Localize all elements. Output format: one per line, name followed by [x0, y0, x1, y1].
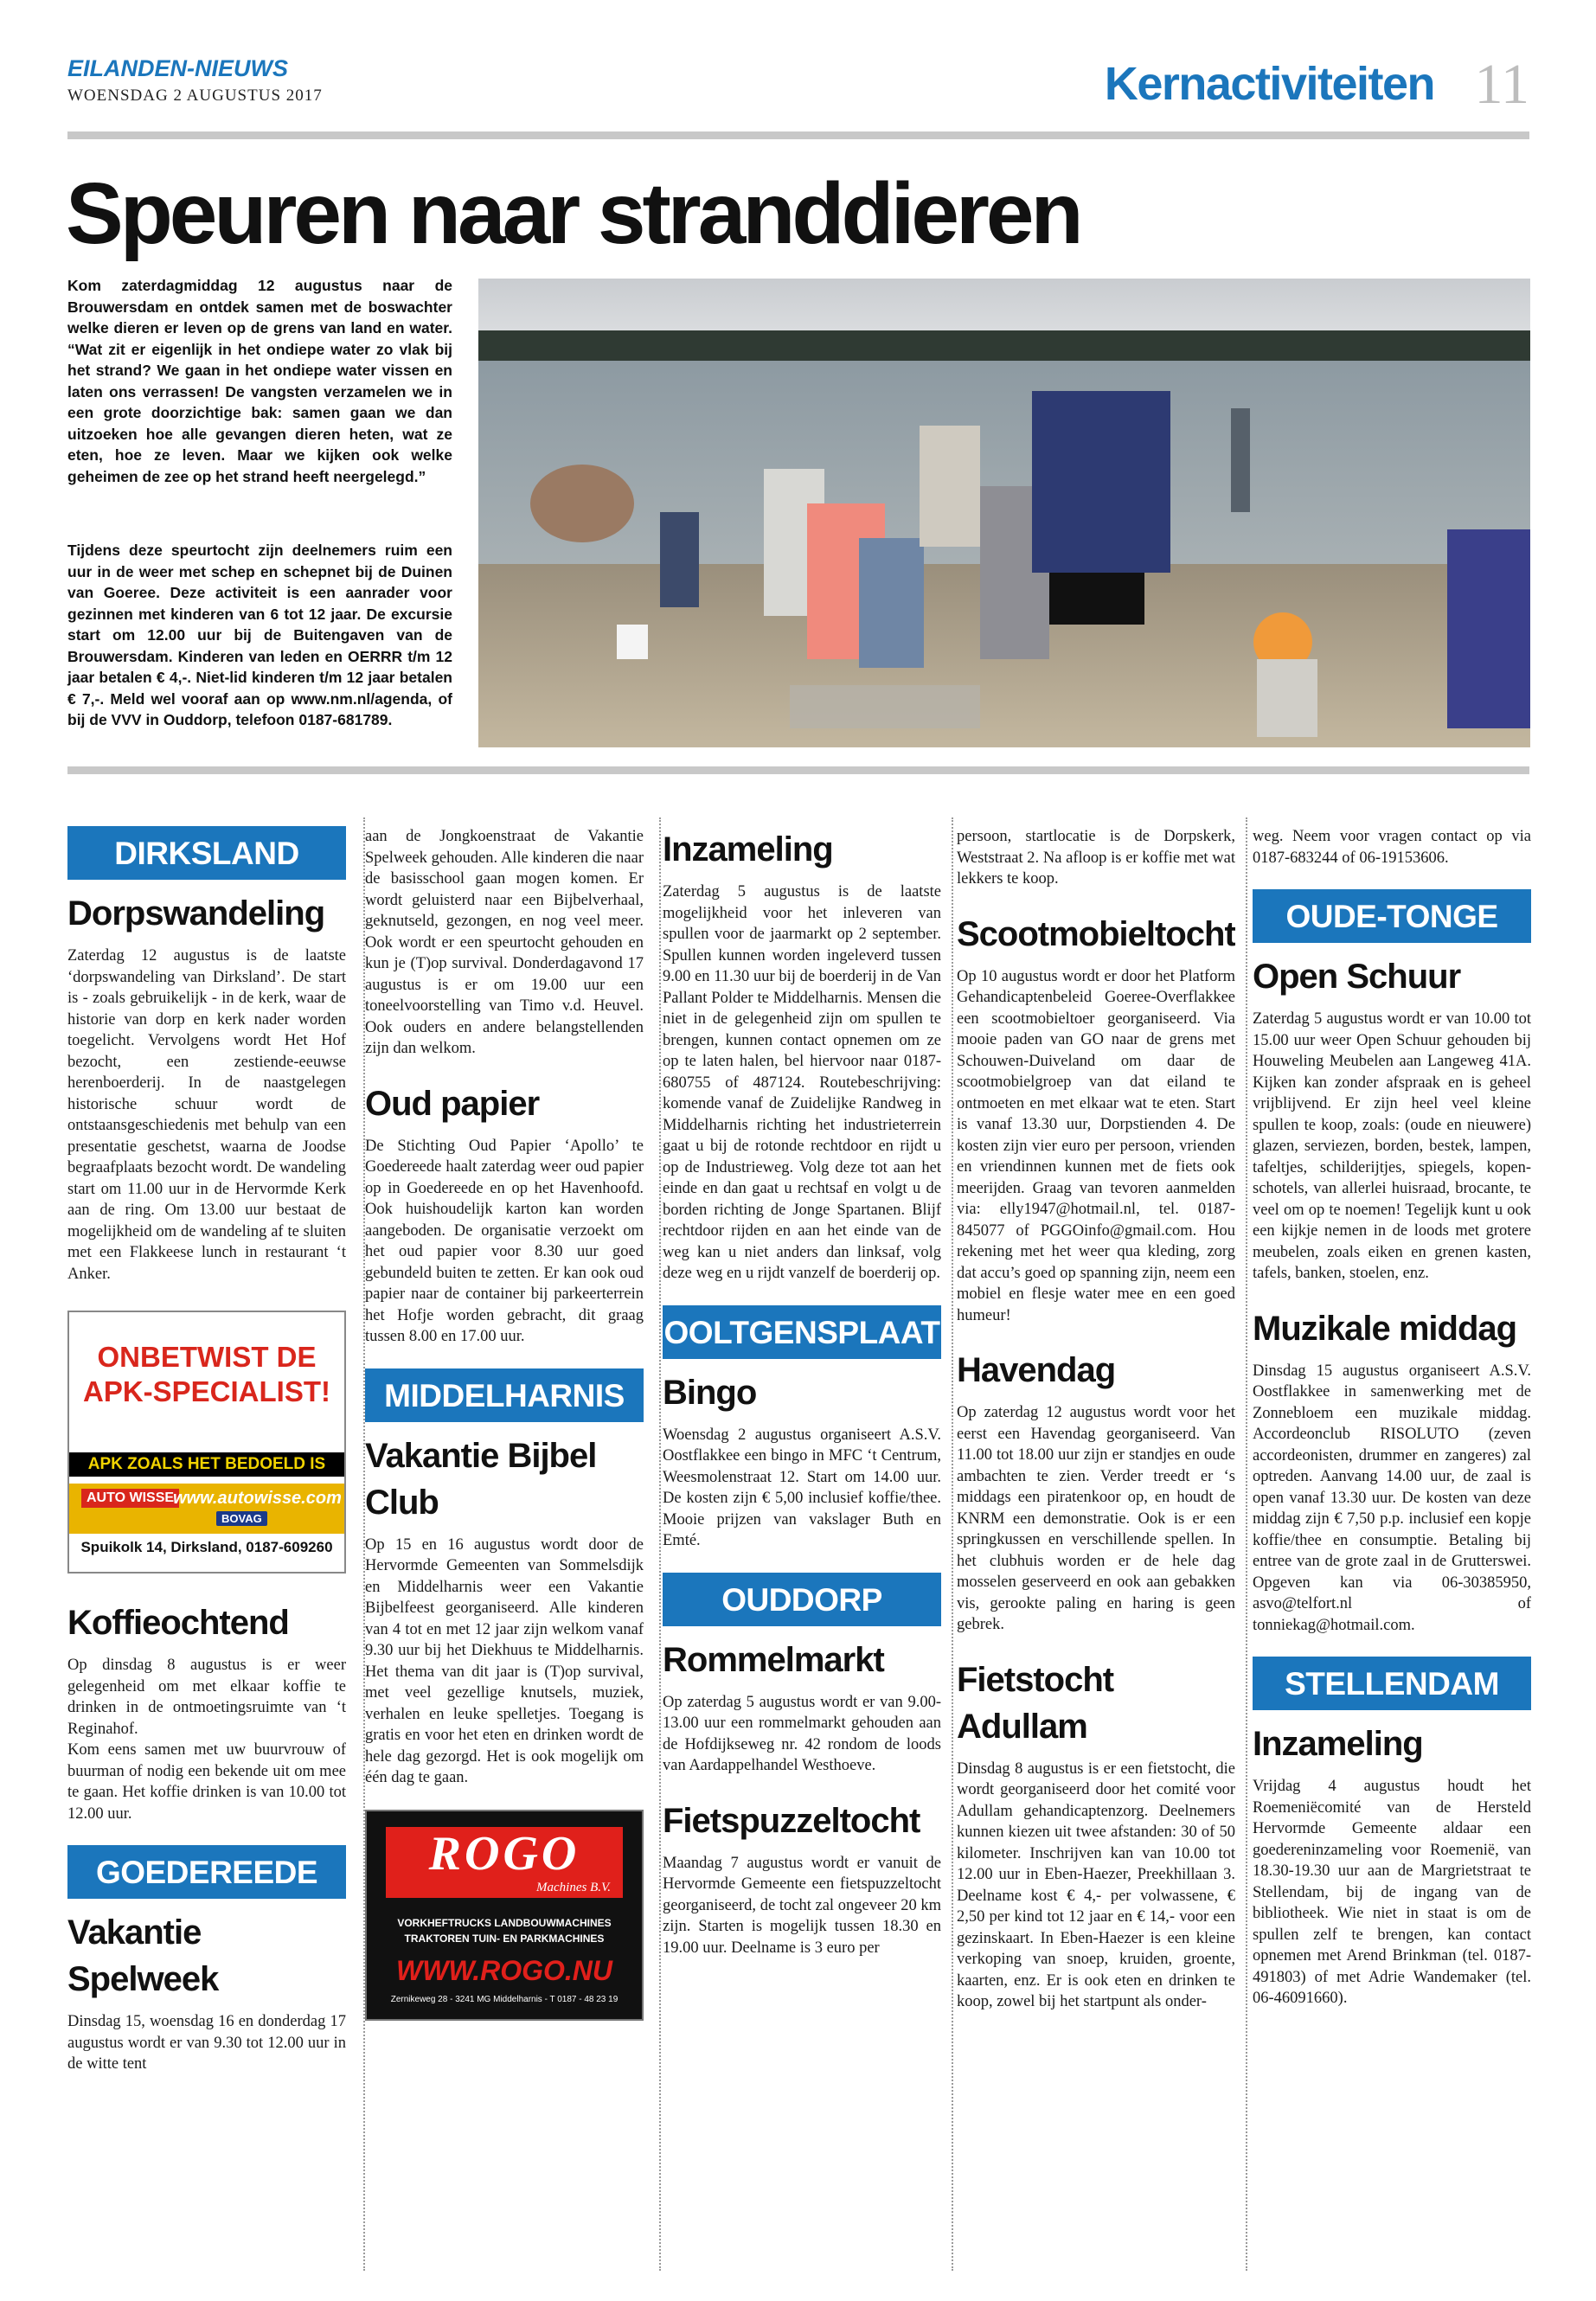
article-title: Vakantie Bijbel Club	[365, 1436, 597, 1522]
rogo-ad-address: Zernikeweg 28 - 3241 MG Middelharnis - T 0187 - 48 23 19	[390, 1994, 619, 2004]
column-5	[1253, 826, 1531, 2266]
apk-ad-url: www.autowisse.com	[173, 1489, 342, 1508]
column-1	[67, 826, 346, 2266]
beach-photo	[478, 279, 1530, 747]
apk-ad-address: Spuikolk 14, Dirksland, 0187-609260	[80, 1539, 333, 1555]
article-title: Koffieochtend	[67, 1604, 289, 1642]
apk-ad-headline	[69, 1340, 344, 1409]
location-tag-goedereede: GOEDEREEDE	[67, 1845, 346, 1899]
article-title: Scootmobieltocht	[957, 914, 1235, 953]
section-title: Kernactiviteiten	[1104, 58, 1434, 110]
rogo-logo-text: ROGO	[428, 1826, 580, 1881]
article-body: Kom eens samen met uw buurvrouw of buurman of nodig een bekende uit om mee te gaan. Het koffie drinken is van 10.00 tot 12.00 uur.	[67, 1741, 346, 1823]
article-title: Fietstocht Adullam	[957, 1660, 1114, 1746]
newspaper-logo: EILANDEN-NIEUWS	[67, 55, 288, 81]
rogo-logo	[386, 1827, 623, 1898]
article-body: Vrijdag 4 augustus houdt het Roemeniëcomité van de Hersteld Hervormde Gemeente aldaar een goedereninzameling voor Roemenië, van 18.30-19.30 uur aan de Margrietstraat te Stellendam, bij de ingang van de bibliotheek. Wie niet in staat is om de spullen zelf te brengen, kan contact opnemen met Arend Brinkman (tel. 0187-491803) of met Adrie Wandemaker (tel. 06-46091660).	[1253, 1778, 1531, 2007]
rogo-ad-line-2: TRAKTOREN TUIN- EN PARKMACHINES	[404, 1932, 605, 1945]
location-tag-middelharnis: MIDDELHARNIS	[365, 1368, 644, 1422]
article-body: Zaterdag 12 augustus is de laatste ‘dorpswandeling van Dirksland’. De start is - zoals gebruikelijk - in de kerk, waar de historie van dorp en kerk nader worden toegelicht. Vervolgens wordt Het Hof bezocht, een zestiende-eeuwse herenboerderij. In de naastgelegen historische schuur wordt de ontstaansgeschiedenis met behulp van een presentatie geschetst, waarna de Joodse begraafplaats bezocht wordt. De wandeling start om 11.00 uur in de Hervormde Kerk aan de ring. Om 13.00 uur bestaat de mogelijkheid om de wandeling af te sluiten met een Flakkeese lunch in restaurant ‘t Anker.	[67, 947, 346, 1283]
article-body: Op dinsdag 8 augustus is er weer gelegenheid om met elkaar koffie te drinken in de ontmoetingsruimte van ‘t Reginahof.	[67, 1657, 346, 1738]
column-2	[365, 826, 644, 2266]
rogo-ad-services	[367, 1915, 642, 1946]
page-headline: Speuren naar stranddieren	[66, 165, 1080, 262]
article-title: Bingo	[663, 1373, 757, 1412]
article-title: Inzameling	[663, 830, 833, 868]
article-body: Op 10 augustus wordt er door het Platform Gehandicaptenbeleid Goeree-Overflakkee een scootmobieltoer georganiseerd. Via mooie paden van GO naar de grens met Schouwen-Duiveland om daar de scootmobielgroep van dat eiland te ontmoeten en met elkaar wat te eten. Start is vanaf 13.30 uur, Dorpstienden 4. De kosten zijn vier euro per persoon, vrienden en vriendinnen kunnen met de fiets ook meerijden. Graag van tevoren aanmelden via: elly1947@hotmail.nl, tel. 0187-845077 of PGGOinfo@gmail.com. Hou rekening met het weer qua kleding, zorg dat accu’s goed op spanning zijn, neem een mobiel en flesje water mee en een goed humeur!	[957, 967, 1235, 1324]
article-body: persoon, startlocatie is de Dorpskerk, Weststraat 2. Na afloop is er koffie met wat lekkers te koop.	[957, 828, 1235, 888]
location-tag-oude-tonge: OUDE-TONGE	[1253, 889, 1531, 943]
article-body: Dinsdag 8 augustus is er een fietstocht, die wordt georganiseerd door het comité voor Adullam gehandicaptenzorg. Deelnemers kunnen kiezen uit twee afstanden: 30 of 50 kilometer. Inschrijven kan van 10.00 tot 12.00 uur in Eben-Haezer, Preekhillaan 3. Deelname kost € 4,- per volwassene, € 2,50 per kind tot 12 jaar en € 14,- voor een gezinskaart. In Eben-Haezer is een kleine verkoping van snoep, kruiden, groente, kaarten, enz. Er is ook eten en drinken te koop, zowel bij het startpunt als onder-	[957, 1759, 1235, 2010]
article-body: Zaterdag 5 augustus wordt er van 10.00 tot 15.00 uur weer Open Schuur gehouden bij Houweling Meubelen aan Langeweg 41A. Kijken kan zonder afspraak en is geheel vrijblijvend. Er zijn heel veel kleine spullen te koop, zoals: (oude en nieuwere) glazen, serviezen, borden, bestek, lampen, tafeltjes, schilderijtjes, spiegels, kopen-schotels, van allerlei huisraad, brocante, te veel om op te noemen! Tegelijk kunt u ook een kijkje nemen in de loods met grotere meubelen, zoals eiken en grenen kasten, tafels, banken, stoelen, enz.	[1253, 1010, 1531, 1282]
article-body: Dinsdag 15, woensdag 16 en donderdag 17 augustus wordt er van 9.30 tot 12.00 uur in de witte tent	[67, 2013, 346, 2073]
photo-rule	[67, 766, 1529, 774]
apk-ad-line-1: ONBETWIST DE	[97, 1341, 317, 1373]
bovag-logo: BOVAG	[216, 1511, 267, 1526]
article-body: weg. Neem voor vragen contact op via 0187-683244 of 06-19153606.	[1253, 828, 1531, 867]
location-tag-dirksland: DIRKSLAND	[67, 826, 346, 880]
apk-ad-banner	[69, 1484, 344, 1534]
article-title: Open Schuur	[1253, 958, 1461, 996]
intro-paragraph-2: Tijdens deze speurtocht zijn deelnemers ruim een uur in de weer met schep en schepnet bij de Duinen van Goeree. Deze activiteit is een aanrader voor gezinnen met kinderen van 6 tot 12 jaar. De excursie start om 12.00 uur bij de Buitengaven van de Brouwersdam. Kinderen van leden en OERRR t/m 12 jaar betalen € 4,-. Niet-lid kinderen t/m 12 jaar betalen € 7,-. Meld wel vooraf aan op www.nm.nl/agenda, of bij de VVV in Ouddorp, telefoon 0187-681789.	[67, 542, 452, 728]
publication-date: WOENSDAG 2 AUGUSTUS 2017	[67, 87, 323, 105]
article-body: Op zaterdag 5 augustus wordt er van 9.00-13.00 uur een rommelmarkt gehouden aan de Hofdijkseweg nr. 42 rondom de loods van Aardappelhandel Westhoeve.	[663, 1693, 941, 1774]
article-title: Inzameling	[1253, 1725, 1423, 1763]
article-body: Zaterdag 5 augustus is de laatste mogelijkheid voor het inleveren van spullen voor de jaarmarkt op 2 september. Spullen kunnen worden ingeleverd tussen 9.00 en 11.30 uur bij de boerderij in de Van Pallant Polder te Middelharnis. Mensen die niet in de gelegenheid zijn om spullen te brengen, kunnen contact opnemen om ze op te laten halen, bel hiervoor naar 0187-680755 of 487124. Routebeschrijving: komende vanaf de Zuidelijke Randweg in Middelharnis richting het industrieterrein gaat u bij de rotonde rechtdoor en rijdt u op de Industrieweg. Volg deze tot aan het einde en dan gaat u rechtsaf en volgt u de borden richting de Jonge Spartanen. Blijf rechtdoor rijden en aan het einde van de weg kan u niet anders dan linksaf, volg deze weg en u rijdt vanzelf de boerderij op.	[663, 883, 941, 1282]
article-body: De Stichting Oud Papier ‘Apollo’ te Goedereede haalt zaterdag weer oud papier op in Goedereede en op het Havenhoofd. Ook huishoudelijk karton kan worden aangeboden. De organisatie verzoekt om het oud papier voor 8.30 uur goed gebundeld buiten te zetten. Er kan ook oud papier naar de container bij parkeerterrein het Hofje worden gebracht, dit graag tussen 8.00 en 17.00 uur.	[365, 1137, 644, 1345]
location-tag-ooltgensplaat: OOLTGENSPLAAT	[663, 1305, 941, 1359]
article-title: Muzikale middag	[1253, 1309, 1517, 1348]
article-title: Dorpswandeling	[67, 894, 325, 933]
article-body: Dinsdag 15 augustus organiseert A.S.V. Oostflakkee in samenwerking met de Zonnebloem een muzikale middag. Accordeonclub RISOLUTO (zeven accordeonisten, drummer en zangeres) zal optreden. Aanvang 14.00 uur, de zaal is open vanaf 13.30 uur. De kosten van deze middag zijn € 7,50 p.p. inclusief een kopje koffie/thee en consumptie. Betaling bij entree van de grote zaal in de Grutterswei. Opgeven kan via 06-30385950, asvo@telfort.nl of tonniekag@hotmail.com.	[1253, 1362, 1531, 1634]
article-body: Op 15 en 16 augustus wordt door de Hervormde Gemeenten van Sommelsdijk en Middelharnis weer een Vakantie Bijbelfeest georganiseerd. Alle kinderen van 4 tot en met 12 jaar zijn welkom vanaf 9.30 uur bij het Diekhuus te Middelharnis. Het thema van dit jaar is (T)op survival, met veel gezellige knutsels, muziek, verhalen en leuke spelletjes. Toegang is gratis en voor het eten en drinken wordt de hele dag gezorgd. Het is ook mogelijk om één dag te gaan.	[365, 1535, 644, 1786]
rogo-logo-sub: Machines B.V.	[536, 1880, 611, 1894]
column-separator	[952, 817, 953, 2271]
article-title: Fietspuzzeltocht	[663, 1801, 920, 1840]
column-separator	[659, 817, 661, 2271]
rogo-ad-url: WWW.ROGO.NU	[395, 1954, 612, 1986]
column-separator	[1246, 817, 1247, 2271]
apk-ad-line-2: APK-SPECIALIST!	[82, 1375, 330, 1407]
beach-photo-illustration	[478, 279, 1530, 747]
column-3	[663, 826, 941, 2266]
intro-paragraph-1: Kom zaterdagmiddag 12 augustus naar de Brouwersdam en ontdek samen met de boswachter welke dieren er leven op de grens van land en water. “Wat zit er eigenlijk in het ondiepe water zo vlak bij het strand? We gaan in het ondiepe water vissen en laten ons verrassen! De vangsten verzamelen we in een grote doorzichtige bak: samen gaan we dan uitzoeken hoe alle gevangen dieren heten, wat ze eten, hoe ze leven. Maar we kijken ook welke geheimen de zee op het strand heeft neergelegd.”	[67, 277, 452, 485]
masthead	[67, 55, 1529, 159]
article-body: Woensdag 2 augustus organiseert A.S.V. Oostflakkee een bingo in MFC ‘t Centrum, Weesmolenstraat 12. Start om 14.00 uur. De kosten zijn € 5,00 inclusief koffie/thee. Mooie prijzen van vakslager Buth en Emté.	[663, 1426, 941, 1549]
article-body: Op zaterdag 12 augustus wordt voor het eerst een Havendag georganiseerd. Van 11.00 tot 18.00 uur zijn er standjes en oude ambachten te zien. Verder treedt er ‘s middags een piratenkoor op, en houdt de KNRM een demonstratie. Ook is er een springkussen en verschillende spellen. In het clubhuis worden er de hele dag mosselen geserveerd en ook aan gebakken vis, gerookte paling en haring is geen gebrek.	[957, 1404, 1235, 1633]
location-tag-ouddorp: OUDDORP	[663, 1573, 941, 1626]
article-title: Havendag	[957, 1351, 1116, 1389]
article-title: Oud papier	[365, 1084, 540, 1123]
top-rule	[67, 131, 1529, 139]
rogo-advertisement	[365, 1810, 644, 2021]
article-title: Vakantie Spelweek	[67, 1913, 219, 1998]
auto-wisse-logo: AUTO WISSE	[81, 1489, 179, 1508]
location-tag-stellendam: STELLENDAM	[1253, 1657, 1531, 1710]
apk-ad-strip: APK ZOALS HET BEDOELD IS	[69, 1452, 344, 1477]
article-title: Rommelmarkt	[663, 1640, 884, 1679]
article-body: aan de Jongkoenstraat de Vakantie Spelweek gehouden. Alle kinderen die naar de basisschool gaan mogen komen. Er wordt geluisterd naar een Bijbelverhaal, geknutseld, gezongen, en nog veel meer. Ook wordt er een speurtocht gehouden en kun je (T)op survival. Donderdagavond 17 augustus is er om 19.00 uur een toneelvoorstelling van Timo v.d. Heuvel. Ook ouders en andere belangstellenden zijn dan welkom.	[365, 828, 644, 1057]
page-number: 11	[1474, 53, 1529, 116]
article-body: Maandag 7 augustus wordt er vanuit de Hervormde Gemeente een fietspuzzeltocht georganiseerd, de tocht zal ongeveer 20 km zijn. Starten is mogelijk tussen 18.30 en 19.00 uur. Deelname is 3 euro per	[663, 1854, 941, 1957]
column-4	[957, 826, 1235, 2266]
apk-advertisement	[67, 1311, 346, 1574]
rogo-ad-line-1: VORKHEFTRUCKS LANDBOUWMACHINES	[397, 1916, 612, 1929]
